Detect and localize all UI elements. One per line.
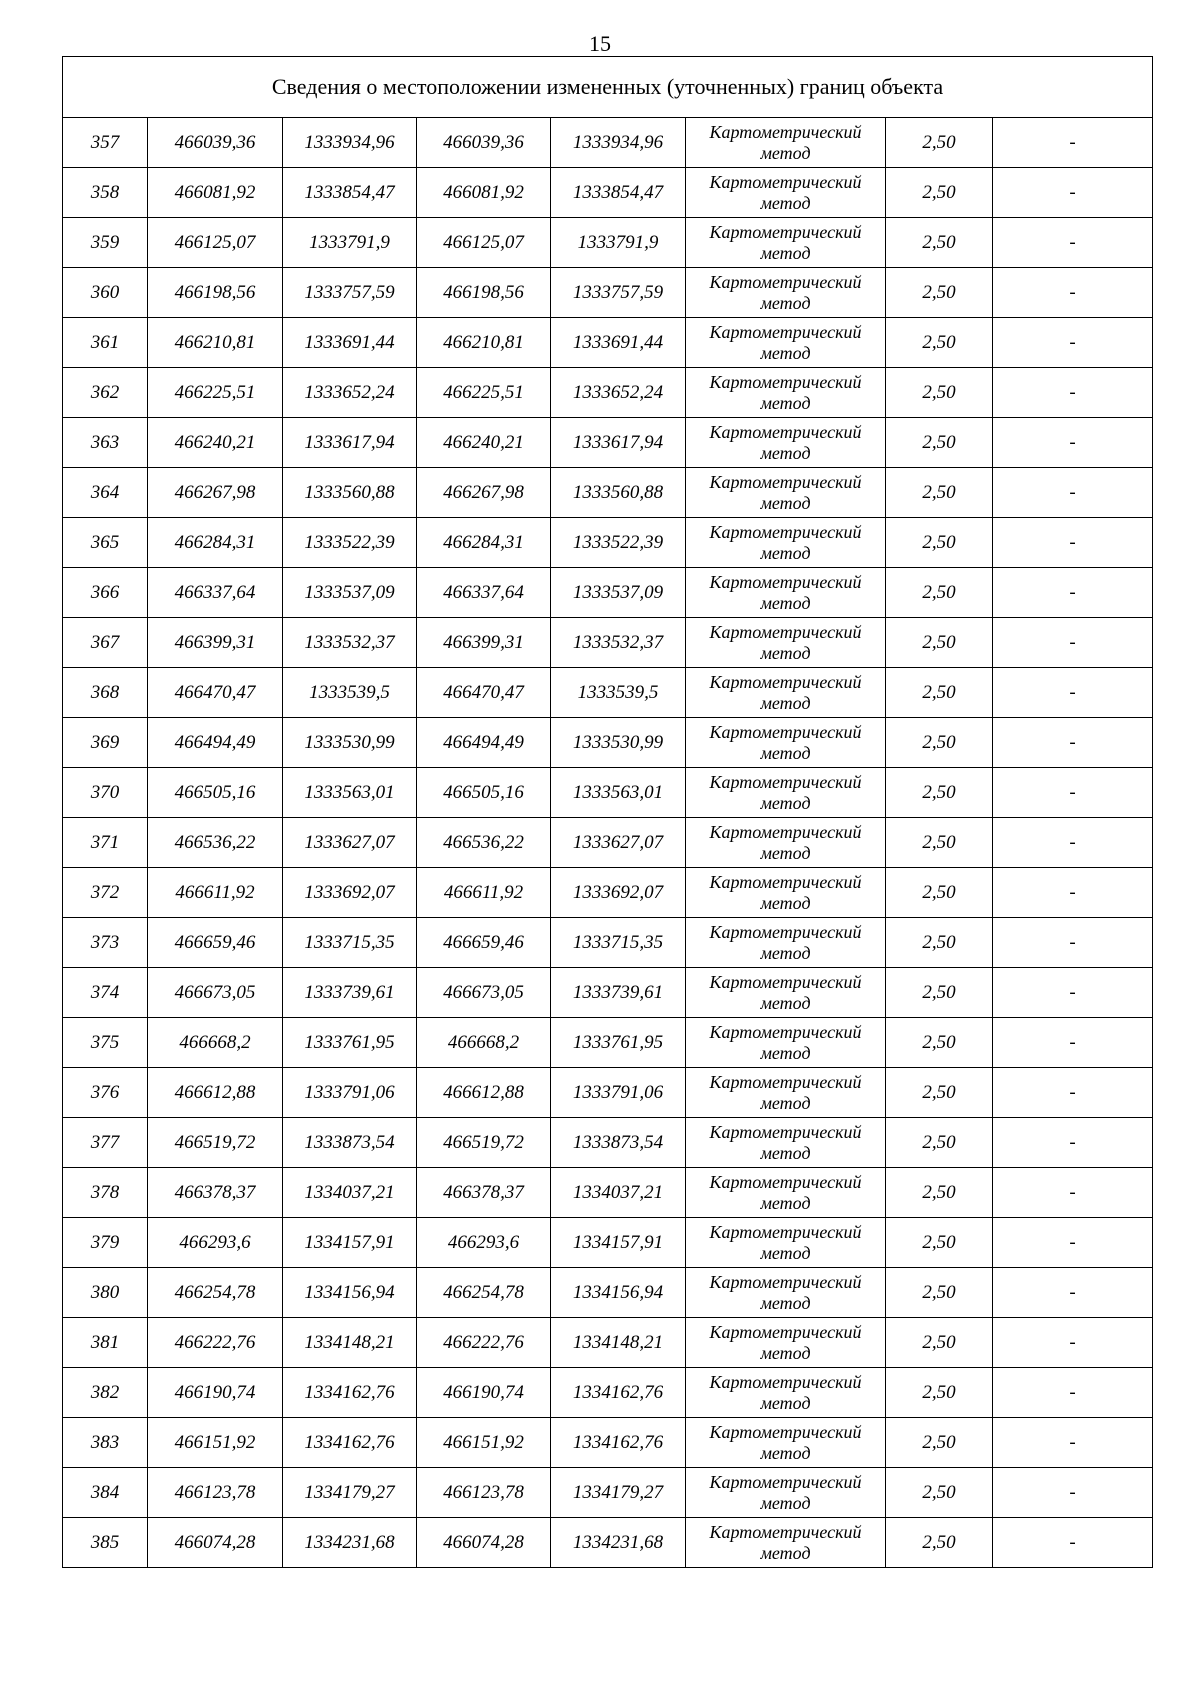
- x-new-cell: 466254,78: [417, 1268, 551, 1318]
- table-row: [63, 218, 1153, 268]
- description-cell: -: [993, 1068, 1153, 1118]
- x-existing-cell: 466659,46: [148, 918, 283, 968]
- table-row: [63, 518, 1153, 568]
- x-new-cell: 466659,46: [417, 918, 551, 968]
- point-number-cell: 378: [63, 1168, 148, 1218]
- accuracy-cell: 2,50: [886, 668, 993, 718]
- accuracy-cell: 2,50: [886, 268, 993, 318]
- description-cell: -: [993, 368, 1153, 418]
- accuracy-cell: 2,50: [886, 1168, 993, 1218]
- x-new-cell: 466612,88: [417, 1068, 551, 1118]
- x-existing-cell: 466210,81: [148, 318, 283, 368]
- y-new-cell: 1334148,21: [551, 1318, 686, 1368]
- method-cell: Картометрический метод: [686, 468, 886, 518]
- accuracy-cell: 2,50: [886, 618, 993, 668]
- description-cell: -: [993, 518, 1153, 568]
- description-cell: -: [993, 218, 1153, 268]
- method-cell: Картометрический метод: [686, 918, 886, 968]
- y-new-cell: 1333627,07: [551, 818, 686, 868]
- table-title: Сведения о местоположении измененных (уточненных) границ объекта: [63, 57, 1153, 118]
- accuracy-cell: 2,50: [886, 218, 993, 268]
- point-number-cell: 383: [63, 1418, 148, 1468]
- y-new-cell: 1333617,94: [551, 418, 686, 468]
- y-new-cell: 1333522,39: [551, 518, 686, 568]
- page-number: 15: [589, 31, 611, 56]
- table-row: [63, 368, 1153, 418]
- y-existing-cell: 1333692,07: [283, 868, 417, 918]
- y-existing-cell: 1333854,47: [283, 168, 417, 218]
- method-cell: Картометрический метод: [686, 1468, 886, 1518]
- accuracy-cell: 2,50: [886, 1468, 993, 1518]
- point-number-cell: 374: [63, 968, 148, 1018]
- description-cell: -: [993, 918, 1153, 968]
- description-cell: -: [993, 868, 1153, 918]
- point-number-cell: 371: [63, 818, 148, 868]
- accuracy-cell: 2,50: [886, 1368, 993, 1418]
- x-new-cell: 466519,72: [417, 1118, 551, 1168]
- y-new-cell: 1334037,21: [551, 1168, 686, 1218]
- description-cell: -: [993, 1418, 1153, 1468]
- y-existing-cell: 1333691,44: [283, 318, 417, 368]
- table-row: [63, 868, 1153, 918]
- x-new-cell: 466505,16: [417, 768, 551, 818]
- description-cell: -: [993, 668, 1153, 718]
- table-row: [63, 1218, 1153, 1268]
- accuracy-cell: 2,50: [886, 418, 993, 468]
- y-existing-cell: 1334162,76: [283, 1368, 417, 1418]
- table-title-row: [63, 57, 1153, 118]
- y-existing-cell: 1334231,68: [283, 1518, 417, 1568]
- point-number-cell: 382: [63, 1368, 148, 1418]
- point-number-cell: 376: [63, 1068, 148, 1118]
- method-cell: Картометрический метод: [686, 218, 886, 268]
- accuracy-cell: 2,50: [886, 868, 993, 918]
- y-existing-cell: 1334157,91: [283, 1218, 417, 1268]
- point-number-cell: 366: [63, 568, 148, 618]
- y-new-cell: 1333563,01: [551, 768, 686, 818]
- description-cell: -: [993, 1118, 1153, 1168]
- x-new-cell: 466198,56: [417, 268, 551, 318]
- description-cell: -: [993, 618, 1153, 668]
- method-cell: Картометрический метод: [686, 1368, 886, 1418]
- x-new-cell: 466039,36: [417, 118, 551, 168]
- point-number-cell: 361: [63, 318, 148, 368]
- x-new-cell: 466267,98: [417, 468, 551, 518]
- table-row: [63, 268, 1153, 318]
- description-cell: -: [993, 968, 1153, 1018]
- table-row: [63, 1068, 1153, 1118]
- y-existing-cell: 1334156,94: [283, 1268, 417, 1318]
- table-row: [63, 118, 1153, 168]
- accuracy-cell: 2,50: [886, 318, 993, 368]
- x-new-cell: 466611,92: [417, 868, 551, 918]
- table-row: [63, 918, 1153, 968]
- table-row: [63, 618, 1153, 668]
- description-cell: -: [993, 1218, 1153, 1268]
- table-row: [63, 1318, 1153, 1368]
- point-number-cell: 365: [63, 518, 148, 568]
- point-number-cell: 377: [63, 1118, 148, 1168]
- method-cell: Картометрический метод: [686, 1268, 886, 1318]
- description-cell: -: [993, 1268, 1153, 1318]
- y-new-cell: 1333854,47: [551, 168, 686, 218]
- x-existing-cell: 466293,6: [148, 1218, 283, 1268]
- y-new-cell: 1333761,95: [551, 1018, 686, 1068]
- table-row: [63, 718, 1153, 768]
- x-existing-cell: 466267,98: [148, 468, 283, 518]
- x-new-cell: 466494,49: [417, 718, 551, 768]
- method-cell: Картометрический метод: [686, 668, 886, 718]
- x-existing-cell: 466611,92: [148, 868, 283, 918]
- accuracy-cell: 2,50: [886, 518, 993, 568]
- y-new-cell: 1333539,5: [551, 668, 686, 718]
- point-number-cell: 373: [63, 918, 148, 968]
- accuracy-cell: 2,50: [886, 1268, 993, 1318]
- table-row: [63, 1418, 1153, 1468]
- y-new-cell: 1333934,96: [551, 118, 686, 168]
- y-new-cell: 1334162,76: [551, 1418, 686, 1468]
- y-new-cell: 1334231,68: [551, 1518, 686, 1568]
- y-existing-cell: 1333757,59: [283, 268, 417, 318]
- method-cell: Картометрический метод: [686, 168, 886, 218]
- x-existing-cell: 466673,05: [148, 968, 283, 1018]
- x-new-cell: 466293,6: [417, 1218, 551, 1268]
- y-existing-cell: 1333522,39: [283, 518, 417, 568]
- point-number-cell: 364: [63, 468, 148, 518]
- accuracy-cell: 2,50: [886, 1318, 993, 1368]
- accuracy-cell: 2,50: [886, 168, 993, 218]
- x-existing-cell: 466505,16: [148, 768, 283, 818]
- point-number-cell: 384: [63, 1468, 148, 1518]
- table-row: [63, 768, 1153, 818]
- x-existing-cell: 466494,49: [148, 718, 283, 768]
- point-number-cell: 372: [63, 868, 148, 918]
- x-existing-cell: 466039,36: [148, 118, 283, 168]
- table-row: [63, 1268, 1153, 1318]
- y-existing-cell: 1333627,07: [283, 818, 417, 868]
- y-existing-cell: 1333934,96: [283, 118, 417, 168]
- x-new-cell: 466190,74: [417, 1368, 551, 1418]
- method-cell: Картометрический метод: [686, 868, 886, 918]
- point-number-cell: 381: [63, 1318, 148, 1368]
- x-new-cell: 466337,64: [417, 568, 551, 618]
- y-new-cell: 1333757,59: [551, 268, 686, 318]
- accuracy-cell: 2,50: [886, 1118, 993, 1168]
- x-existing-cell: 466519,72: [148, 1118, 283, 1168]
- point-number-cell: 375: [63, 1018, 148, 1068]
- y-existing-cell: 1333761,95: [283, 1018, 417, 1068]
- point-number-cell: 379: [63, 1218, 148, 1268]
- x-existing-cell: 466222,76: [148, 1318, 283, 1368]
- x-existing-cell: 466536,22: [148, 818, 283, 868]
- y-existing-cell: 1333739,61: [283, 968, 417, 1018]
- y-existing-cell: 1333539,5: [283, 668, 417, 718]
- x-new-cell: 466378,37: [417, 1168, 551, 1218]
- accuracy-cell: 2,50: [886, 1018, 993, 1068]
- description-cell: -: [993, 268, 1153, 318]
- x-new-cell: 466210,81: [417, 318, 551, 368]
- x-existing-cell: 466254,78: [148, 1268, 283, 1318]
- method-cell: Картометрический метод: [686, 418, 886, 468]
- y-new-cell: 1334157,91: [551, 1218, 686, 1268]
- method-cell: Картометрический метод: [686, 318, 886, 368]
- x-new-cell: 466074,28: [417, 1518, 551, 1568]
- y-new-cell: 1333739,61: [551, 968, 686, 1018]
- x-new-cell: 466081,92: [417, 168, 551, 218]
- x-existing-cell: 466284,31: [148, 518, 283, 568]
- description-cell: -: [993, 1518, 1153, 1568]
- method-cell: Картометрический метод: [686, 718, 886, 768]
- method-cell: Картометрический метод: [686, 1218, 886, 1268]
- y-new-cell: 1333652,24: [551, 368, 686, 418]
- method-cell: Картометрический метод: [686, 518, 886, 568]
- method-cell: Картометрический метод: [686, 1118, 886, 1168]
- accuracy-cell: 2,50: [886, 118, 993, 168]
- y-existing-cell: 1334179,27: [283, 1468, 417, 1518]
- method-cell: Картометрический метод: [686, 268, 886, 318]
- x-new-cell: 466536,22: [417, 818, 551, 868]
- y-existing-cell: 1333563,01: [283, 768, 417, 818]
- method-cell: Картометрический метод: [686, 618, 886, 668]
- accuracy-cell: 2,50: [886, 918, 993, 968]
- x-existing-cell: 466470,47: [148, 668, 283, 718]
- x-new-cell: 466125,07: [417, 218, 551, 268]
- accuracy-cell: 2,50: [886, 1418, 993, 1468]
- description-cell: -: [993, 768, 1153, 818]
- point-number-cell: 385: [63, 1518, 148, 1568]
- table-row: [63, 468, 1153, 518]
- y-existing-cell: 1333560,88: [283, 468, 417, 518]
- method-cell: Картометрический метод: [686, 568, 886, 618]
- x-existing-cell: 466399,31: [148, 618, 283, 668]
- x-existing-cell: 466125,07: [148, 218, 283, 268]
- description-cell: -: [993, 1168, 1153, 1218]
- table-row: [63, 168, 1153, 218]
- x-new-cell: 466225,51: [417, 368, 551, 418]
- y-new-cell: 1333530,99: [551, 718, 686, 768]
- y-new-cell: 1333537,09: [551, 568, 686, 618]
- method-cell: Картометрический метод: [686, 1068, 886, 1118]
- description-cell: -: [993, 468, 1153, 518]
- x-new-cell: 466673,05: [417, 968, 551, 1018]
- method-cell: Картометрический метод: [686, 1518, 886, 1568]
- table-row: [63, 1018, 1153, 1068]
- accuracy-cell: 2,50: [886, 768, 993, 818]
- y-existing-cell: 1334162,76: [283, 1418, 417, 1468]
- y-new-cell: 1333560,88: [551, 468, 686, 518]
- point-number-cell: 363: [63, 418, 148, 468]
- x-existing-cell: 466225,51: [148, 368, 283, 418]
- method-cell: Картометрический метод: [686, 1168, 886, 1218]
- y-existing-cell: 1333532,37: [283, 618, 417, 668]
- x-existing-cell: 466612,88: [148, 1068, 283, 1118]
- x-new-cell: 466668,2: [417, 1018, 551, 1068]
- x-existing-cell: 466240,21: [148, 418, 283, 468]
- description-cell: -: [993, 818, 1153, 868]
- y-existing-cell: 1333537,09: [283, 568, 417, 618]
- table-row: [63, 1368, 1153, 1418]
- y-new-cell: 1333691,44: [551, 318, 686, 368]
- point-number-cell: 360: [63, 268, 148, 318]
- y-new-cell: 1333692,07: [551, 868, 686, 918]
- method-cell: Картометрический метод: [686, 1418, 886, 1468]
- table-row: [63, 568, 1153, 618]
- accuracy-cell: 2,50: [886, 368, 993, 418]
- accuracy-cell: 2,50: [886, 1518, 993, 1568]
- y-new-cell: 1333873,54: [551, 1118, 686, 1168]
- table-row: [63, 968, 1153, 1018]
- point-number-cell: 369: [63, 718, 148, 768]
- y-new-cell: 1334156,94: [551, 1268, 686, 1318]
- y-existing-cell: 1334037,21: [283, 1168, 417, 1218]
- x-existing-cell: 466074,28: [148, 1518, 283, 1568]
- y-existing-cell: 1333715,35: [283, 918, 417, 968]
- y-new-cell: 1333532,37: [551, 618, 686, 668]
- y-new-cell: 1333715,35: [551, 918, 686, 968]
- y-new-cell: 1334179,27: [551, 1468, 686, 1518]
- x-new-cell: 466399,31: [417, 618, 551, 668]
- method-cell: Картометрический метод: [686, 818, 886, 868]
- table-row: [63, 1518, 1153, 1568]
- table-row: [63, 418, 1153, 468]
- description-cell: -: [993, 1368, 1153, 1418]
- point-number-cell: 368: [63, 668, 148, 718]
- y-existing-cell: 1333617,94: [283, 418, 417, 468]
- description-cell: -: [993, 168, 1153, 218]
- description-cell: -: [993, 1318, 1153, 1368]
- y-existing-cell: 1334148,21: [283, 1318, 417, 1368]
- method-cell: Картометрический метод: [686, 968, 886, 1018]
- accuracy-cell: 2,50: [886, 1218, 993, 1268]
- y-existing-cell: 1333873,54: [283, 1118, 417, 1168]
- table-row: [63, 818, 1153, 868]
- method-cell: Картометрический метод: [686, 118, 886, 168]
- description-cell: -: [993, 568, 1153, 618]
- method-cell: Картометрический метод: [686, 1318, 886, 1368]
- x-existing-cell: 466081,92: [148, 168, 283, 218]
- x-existing-cell: 466337,64: [148, 568, 283, 618]
- description-cell: -: [993, 318, 1153, 368]
- x-new-cell: 466222,76: [417, 1318, 551, 1368]
- y-existing-cell: 1333791,9: [283, 218, 417, 268]
- description-cell: -: [993, 418, 1153, 468]
- point-number-cell: 358: [63, 168, 148, 218]
- point-number-cell: 370: [63, 768, 148, 818]
- y-existing-cell: 1333530,99: [283, 718, 417, 768]
- y-existing-cell: 1333791,06: [283, 1068, 417, 1118]
- point-number-cell: 362: [63, 368, 148, 418]
- description-cell: -: [993, 1468, 1153, 1518]
- accuracy-cell: 2,50: [886, 568, 993, 618]
- x-new-cell: 466151,92: [417, 1418, 551, 1468]
- x-new-cell: 466123,78: [417, 1468, 551, 1518]
- method-cell: Картометрический метод: [686, 768, 886, 818]
- accuracy-cell: 2,50: [886, 818, 993, 868]
- boundary-coordinates-table: [62, 56, 1153, 1568]
- table-row: [63, 668, 1153, 718]
- x-existing-cell: 466668,2: [148, 1018, 283, 1068]
- x-existing-cell: 466151,92: [148, 1418, 283, 1468]
- y-existing-cell: 1333652,24: [283, 368, 417, 418]
- accuracy-cell: 2,50: [886, 468, 993, 518]
- description-cell: -: [993, 718, 1153, 768]
- description-cell: -: [993, 1018, 1153, 1068]
- description-cell: -: [993, 118, 1153, 168]
- point-number-cell: 367: [63, 618, 148, 668]
- y-new-cell: 1333791,9: [551, 218, 686, 268]
- x-new-cell: 466284,31: [417, 518, 551, 568]
- accuracy-cell: 2,50: [886, 1068, 993, 1118]
- y-new-cell: 1333791,06: [551, 1068, 686, 1118]
- x-new-cell: 466240,21: [417, 418, 551, 468]
- accuracy-cell: 2,50: [886, 968, 993, 1018]
- x-existing-cell: 466198,56: [148, 268, 283, 318]
- y-new-cell: 1334162,76: [551, 1368, 686, 1418]
- table-row: [63, 1468, 1153, 1518]
- table-row: [63, 1168, 1153, 1218]
- table-row: [63, 1118, 1153, 1168]
- point-number-cell: 359: [63, 218, 148, 268]
- accuracy-cell: 2,50: [886, 718, 993, 768]
- x-new-cell: 466470,47: [417, 668, 551, 718]
- table-row: [63, 318, 1153, 368]
- point-number-cell: 380: [63, 1268, 148, 1318]
- point-number-cell: 357: [63, 118, 148, 168]
- method-cell: Картометрический метод: [686, 1018, 886, 1068]
- x-existing-cell: 466378,37: [148, 1168, 283, 1218]
- x-existing-cell: 466123,78: [148, 1468, 283, 1518]
- method-cell: Картометрический метод: [686, 368, 886, 418]
- x-existing-cell: 466190,74: [148, 1368, 283, 1418]
